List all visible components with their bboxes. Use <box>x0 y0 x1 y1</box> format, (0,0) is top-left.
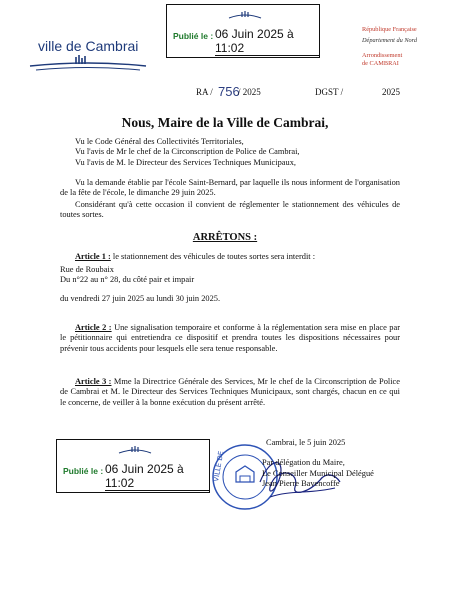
signature-block <box>262 458 374 490</box>
article-3 <box>60 377 400 408</box>
publication-stamp-bottom <box>56 439 210 493</box>
reference-dgst: DGST / <box>315 87 344 97</box>
publication-label: Publié le : <box>173 31 214 41</box>
arretons-heading: ARRÊTONS : <box>192 232 258 243</box>
article-1-address <box>60 265 400 286</box>
visa-item: Vu l'avis de Mr le chef de la Circonscription de Police de Cambrai, <box>75 147 300 157</box>
article-1-title: Article 1 : <box>75 252 111 261</box>
visa-list <box>75 137 415 168</box>
city-name: ville de Cambrai <box>38 38 139 54</box>
city-logo <box>28 34 148 74</box>
reference-year: / 2025 <box>238 87 261 97</box>
document-title: Nous, Maire de la Ville de Cambrai, <box>121 115 329 130</box>
signature-name: Jean Pierre Bavencoffe <box>262 479 340 488</box>
arrondissement-line2: de CAMBRAI <box>362 60 399 67</box>
visa-item: Vu le Code Général des Collectivités Territoriales, <box>75 137 244 146</box>
article-2-title: Article 2 : <box>75 323 112 332</box>
article-1-period: du vendredi 27 juin 2025 au lundi 30 juin 2025. <box>60 294 221 303</box>
stamp-logo-icon <box>117 444 153 456</box>
stamp-logo-icon <box>227 9 263 21</box>
article-1-text: le stationnement des véhicules de toutes sortes sera interdit : <box>112 252 316 261</box>
article-1-street: Rue de Roubaix <box>60 265 114 274</box>
consideration-request: Vu la demande établie par l'école Saint-Bernard, par laquelle ils nous informent de l'organisation de la fête de l'école, le dimanche 29 juin 2025. <box>60 178 400 198</box>
signature-delegation: Par délégation du Maire, <box>262 458 345 467</box>
article-3-text: Mme la Directrice Générale des Services, Mr le chef de la Circonscription de Police de Cambrai et M. le Directeur des Services Techniques Municipaux, sont chargés, chacun en ce qui le concerne, de veiller à la bonne exécution du présent arrêté. <box>60 377 400 407</box>
signature-role: Le Conseiller Municipal Délégué <box>262 468 374 478</box>
republic-label: République Française <box>362 26 417 33</box>
article-2 <box>60 323 400 354</box>
reference-year-2: 2025 <box>382 87 400 97</box>
arrondissement-line1: Arrondissement <box>362 52 403 59</box>
article-2-text: Une signalisation temporaire et conforme à la réglementation sera mise en place par le pétitionnaire qui entretiendra ce dispositif et prendra toutes les dispositions nécessaires pour prévenir tous accidents pour lesquels elle sera tenue responsable. <box>60 323 401 353</box>
city-logo-waves-icon <box>28 54 148 74</box>
reference-ra: RA / <box>196 87 213 97</box>
publication-stamp-top <box>166 4 320 58</box>
department-label: Département du Nord <box>362 37 418 44</box>
consideration-parking: Considérant qu'à cette occasion il convient de réglementer le stationnement des véhicules de toutes sortes. <box>60 200 400 220</box>
publication-date: 06 Juin 2025 à 11:02 <box>105 462 209 491</box>
publication-date: 06 Juin 2025 à 11:02 <box>215 27 319 56</box>
article-1-numbers: Du n°22 au n° 28, du côté pair et impair <box>60 275 195 285</box>
prefecture-info <box>362 24 444 68</box>
signature-date: Cambrai, le 5 juin 2025 <box>266 438 346 447</box>
reference-number: 756 <box>218 84 240 99</box>
article-3-title: Article 3 : <box>75 377 112 386</box>
publication-label: Publié le : <box>63 466 104 476</box>
svg-text:VILLE DE: VILLE DE <box>212 450 226 483</box>
visa-item: Vu l'avis de M. le Directeur des Services Techniques Municipaux, <box>75 157 296 167</box>
article-1 <box>60 252 400 262</box>
